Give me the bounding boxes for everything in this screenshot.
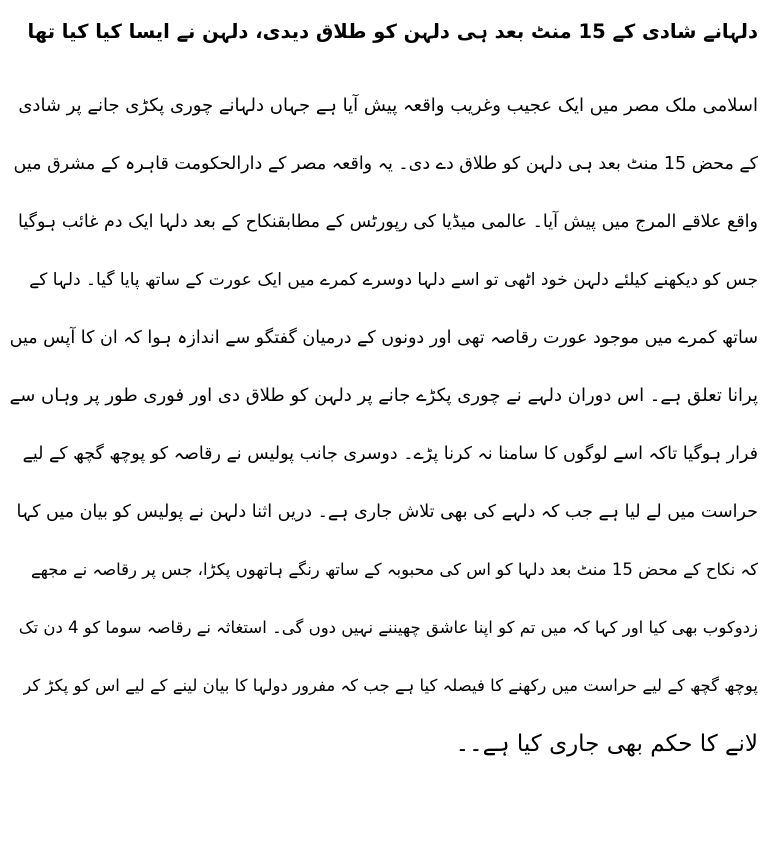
body-line-10: زدوکوب بھی کیا اور کہا کہ میں تم کو اپنا عاشق چھیننے نہیں دوں گی۔ استغاثہ نے رقاصہ سوما کو 4 دن تک bbox=[18, 618, 758, 637]
body-line-6: پرانا تعلق ہے۔ اس دوران دلہے نے چوری پکڑے جانے پر دلہن کو طلاق دی اور فوری طور پر وہاں سے bbox=[10, 385, 758, 406]
body-line-8: حراست میں لے لیا ہے جب کہ دلہے کی بھی تلاش جاری ہے۔ دریں اثنا دلہن نے پولیس کو بیان میں کہا bbox=[16, 502, 758, 522]
body-line-7: فرار ہوگیا تاکہ اسے لوگوں کا سامنا نہ کرنا پڑے۔ دوسری جانب پولیس نے رقاصہ کو پوچھ گچھ کے لیے bbox=[22, 444, 758, 464]
body-line-2: کے محض 15 منٹ بعد ہی دلہن کو طلاق دے دی۔ یہ واقعہ مصر کے دارالحکومت قاہرہ کے مشرق میں bbox=[13, 154, 758, 174]
body-line-5: ساتھ کمرے میں موجود عورت رقاصہ تھی اور دونوں کے درمیان گفتگو سے اندازہ ہوا کہ ان کا آپس میں bbox=[10, 328, 758, 348]
body-line-11: پوچھ گچھ کے لیے حراست میں رکھنے کا فیصلہ کیا ہے جب کہ مفرور دولہا کا بیان لینے کے لیے اس کو پکڑ کر bbox=[23, 676, 758, 695]
body-line-3: واقع علاقے المرج میں پیش آیا۔ عالمی میڈیا کی رپورٹس کے مطابقنکاح کے بعد دلہا ایک دم غائب ہوگیا bbox=[18, 212, 758, 232]
body-line-12: لانے کا حکم بھی جاری کیا ہے۔۔ bbox=[455, 731, 758, 757]
body-line-1: اسلامی ملک مصر میں ایک عجیب وغریب واقعہ پیش آیا ہے جہاں دلہانے چوری پکڑی جانے پر شادی bbox=[18, 95, 758, 116]
body-line-9: کہ نکاح کے محض 15 منٹ بعد دلہا کو اس کی محبوبہ کے ساتھ رنگے ہاتھوں پکڑا، جس پر رقاصہ نے مجھے bbox=[30, 560, 758, 579]
body-line-4: جس کو دیکھنے کیلئے دلہن خود اٹھی تو اسے دلہا دوسرے کمرے میں ایک عورت کے ساتھ پایا گیا۔ دلہا کے bbox=[29, 270, 758, 290]
article-headline: دلہانے شادی کے 15 منٹ بعد ہی دلہن کو طلاق دیدی، دلہن نے ایسا کیا کیا تھا bbox=[27, 20, 758, 43]
